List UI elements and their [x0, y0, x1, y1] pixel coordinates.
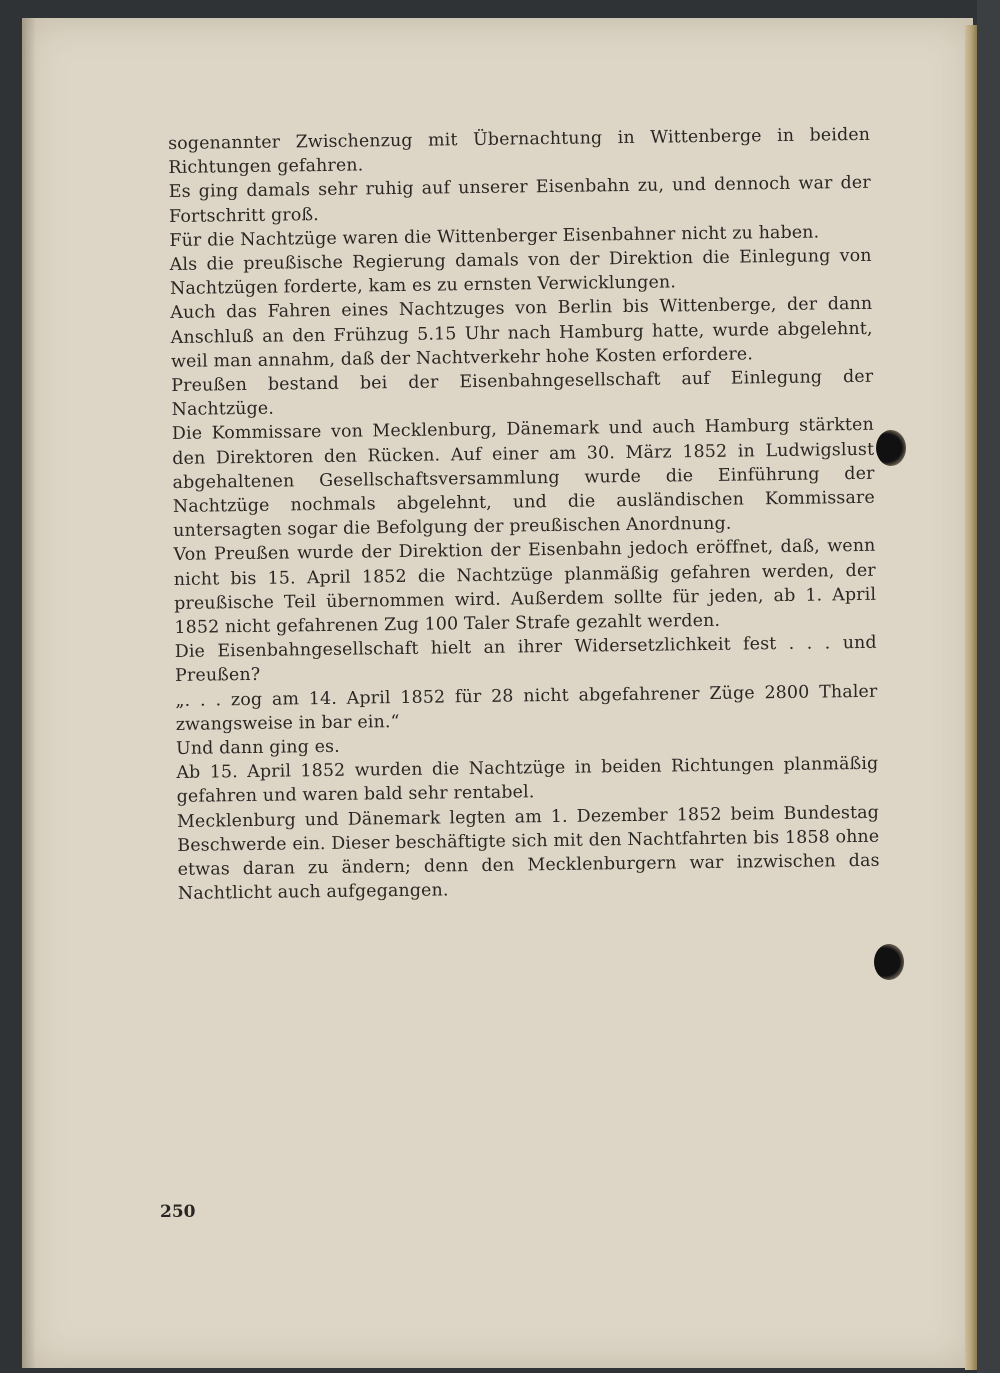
- paragraph: Mecklenburg und Dänemark legten am 1. Dezember 1852 beim Bundestag Beschwerde ein. Dieser beschäftigte sich mit den Nachtfahrten bis 1858 ohne etwas daran zu ändern; denn den Mecklenburgern war inzwischen das Nachtlicht auch aufgegangen.: [176, 802, 880, 905]
- scanner-border: [977, 0, 1000, 1373]
- paragraph: Für die Nachtzüge waren die Wittenberger Eisenbahner nicht zu haben.: [169, 222, 820, 251]
- binding-shadow: [22, 18, 36, 1368]
- paragraph: Von Preußen wurde der Direktion der Eisenbahn jedoch eröffnet, daß, wenn nicht bis 15. April 1852 die Nachtzüge planmäßig gefahren werden, der preußische Teil übernommen wird. Außerdem sollte für jeden, ab 1. April 1852 nicht gefahrenen Zug 100 Taler Strafe gezahlt werden.: [173, 536, 877, 639]
- page-number: 250: [160, 1202, 196, 1222]
- paragraph: Als die preußische Regierung damals von der Direktion die Einlegung von Nachtzügen forderte, kam es zu ernsten Verwicklungen.: [169, 245, 872, 300]
- paragraph: Die Kommissare von Mecklenburg, Dänemark und auch Hamburg stärkten den Direktoren den Rücken. Auf einer am 30. März 1852 in Ludwigslust abgehaltenen Gesellschaftsversammlung wurde die Einführung der Nachtzüge nochmals abgelehnt, und die ausländischen Kommissare untersagten sogar die Befolgung der preußischen Anordnung.: [171, 415, 875, 542]
- page-edge: [965, 25, 977, 1370]
- paragraph: Die Eisenbahngesellschaft hielt an ihrer Widersetzlichkeit fest . . . und Preußen?: [174, 633, 877, 687]
- paragraph: Preußen bestand bei der Eisenbahngesellschaft auf Einlegung der Nachtzüge.: [171, 366, 874, 421]
- punch-hole-icon: [876, 430, 906, 466]
- paragraph: Auch das Fahren eines Nachtzuges von Berlin bis Wittenberge, der dann Anschluß an den Frühzug 5.15 Uhr nach Hamburg hatte, wurde abgelehnt, weil man annahm, daß der Nachtverkehr hohe Kosten erfordere.: [170, 294, 873, 372]
- paragraph: Es ging damals sehr ruhig auf unserer Eisenbahn zu, und dennoch war der Fortschritt groß.: [168, 173, 871, 227]
- paragraph: Ab 15. April 1852 wurden die Nachtzüge in beiden Richtungen planmäßig gefahren und waren bald sehr rentabel.: [176, 754, 879, 808]
- punch-hole-icon: [874, 944, 904, 980]
- paragraph: sogenannter Zwischenzug mit Übernachtung in Wittenberge in beiden Richtungen gefahren.: [168, 124, 871, 179]
- paragraph: Und dann ging es.: [175, 736, 340, 760]
- paragraph: „. . . zog am 14. April 1852 für 28 nicht abgefahrener Züge 2800 Thaler zwangsweise in bar ein.“: [175, 681, 878, 735]
- body-text: [168, 123, 880, 907]
